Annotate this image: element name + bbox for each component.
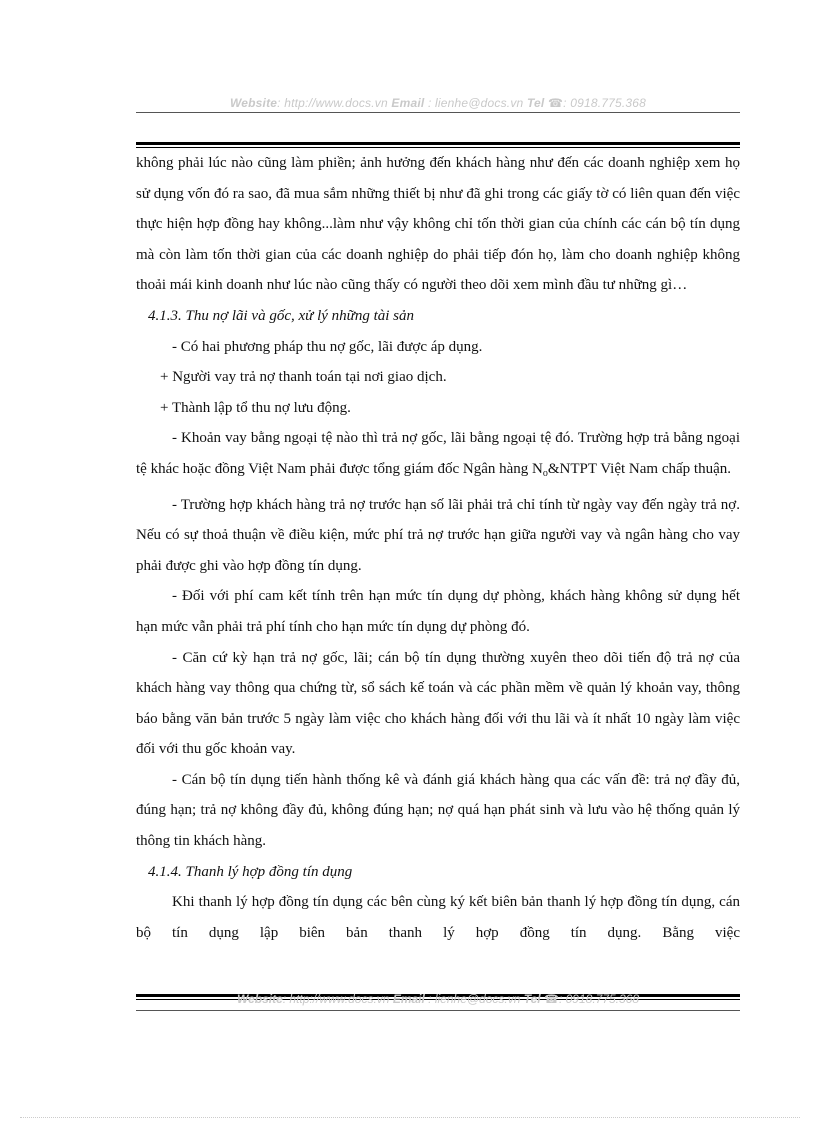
footer-website-value: : http://www.docs.vn — [282, 992, 390, 1006]
footer-rule-bottom — [136, 1010, 740, 1011]
paragraph-text: - Khoản vay bằng ngoại tệ nào thì trả nợ gốc, lãi bằng ngoại tệ đó. Trường hợp trả bằng ngoại tệ khác hoặc đồng Việt Nam phải được tổng giám đốc Ngân hàng N — [136, 430, 740, 477]
paragraph: - Có hai phương pháp thu nợ gốc, lãi được áp dụng. — [172, 338, 483, 355]
paragraph: - Trường hợp khách hàng trả nợ trước hạn số lãi phải trả chỉ tính từ ngày vay đến ngày trả nợ. Nếu có sự thoả thuận về điều kiện, mức phí trả nợ trước hạn giữa người vay và ngân hàng cho vay phải được ghi vào hợp đồng tín dụng. — [136, 496, 740, 574]
header-email-label: Email — [391, 96, 425, 110]
page-edge — [20, 1117, 800, 1118]
footer-tel-value: : 0918.775.368 — [558, 992, 640, 1006]
phone-icon: ☎ — [544, 992, 559, 1006]
header-email-value: : lienhe@docs.vn — [427, 96, 524, 110]
paragraph: Khi thanh lý hợp đồng tín dụng các bên cùng ký kết biên bản thanh lý hợp đồng tín dụng, cán bộ tín dụng lập biên bản thanh lý hợp đồng tín dụng. Bằng việc — [136, 894, 740, 941]
footer-email-value: : lienhe@docs.vn — [428, 992, 521, 1006]
subscript: o — [542, 467, 548, 479]
paragraph: không phải lúc nào cũng làm phiền; ảnh hưởng đến khách hàng như đến các doanh nghiệp xem họ sử dụng vốn đó ra sao, đã mua sắm những thiết bị như đã ghi trong các giấy tờ có liên quan đến việc thực hiện hợp đồng hay không...làm như vậy không chỉ tốn thời gian của chính các cán bộ tín dụng mà còn làm tốn thời gian của các doanh nghiệp do phải tiếp đón họ, làm cho doanh nghiệp không thoải mái kinh doanh như lúc nào cũng thấy có người theo dõi xem mình đầu tư những gì… — [136, 155, 740, 294]
paragraph-text: &NTPT Việt Nam chấp thuận. — [547, 460, 731, 477]
section-heading-4-1-3: 4.1.3. Thu nợ lãi và gốc, xử lý những tài sản — [148, 307, 415, 324]
page-footer — [136, 992, 740, 1006]
header-tel-value: : 0918.775.368 — [563, 96, 647, 110]
paragraph: + Thành lập tổ thu nợ lưu động. — [160, 399, 351, 416]
footer-website-label: Website — [236, 992, 283, 1006]
header-website-value: : http://www.docs.vn — [277, 96, 388, 110]
document-body — [136, 148, 740, 948]
header-rule-thick — [136, 142, 740, 145]
footer-tel-label: Tel — [523, 992, 541, 1006]
header-rule-thin — [136, 112, 740, 113]
header-website-label: Website — [229, 96, 278, 110]
paragraph: - Đối với phí cam kết tính trên hạn mức tín dụng dự phòng, khách hàng không sử dụng hết hạn mức vẫn phải trả phí tính cho hạn mức tín dụng dự phòng đó. — [136, 588, 740, 635]
section-heading-4-1-4: 4.1.4. Thanh lý hợp đồng tín dụng — [148, 863, 353, 880]
paragraph: - Cán bộ tín dụng tiến hành thống kê và đánh giá khách hàng qua các vấn đề: trả nợ đầy đủ, đúng hạn; trả nợ không đầy đủ, không đúng hạn; nợ quá hạn phát sinh và lưu vào hệ thống quản lý thông tin khách hàng. — [136, 771, 740, 850]
paragraph: - Căn cứ kỳ hạn trả nợ gốc, lãi; cán bộ tín dụng thường xuyên theo dõi tiến độ trả nợ của khách hàng vay thông qua chứng từ, sổ sách kế toán và các phần mềm về quản lý khoản vay, thông báo bằng văn bản trước 5 ngày làm việc cho khách hàng đối với thu lãi và ít nhất 10 ngày làm việc đối với thu gốc khoản vay. — [136, 649, 740, 758]
paragraph — [136, 423, 740, 489]
phone-icon: ☎ — [548, 96, 564, 110]
footer-email-label: Email — [392, 992, 425, 1006]
paragraph: + Người vay trả nợ thanh toán tại nơi giao dịch. — [160, 369, 447, 386]
header-tel-label: Tel — [526, 96, 545, 110]
page-header — [136, 96, 740, 110]
